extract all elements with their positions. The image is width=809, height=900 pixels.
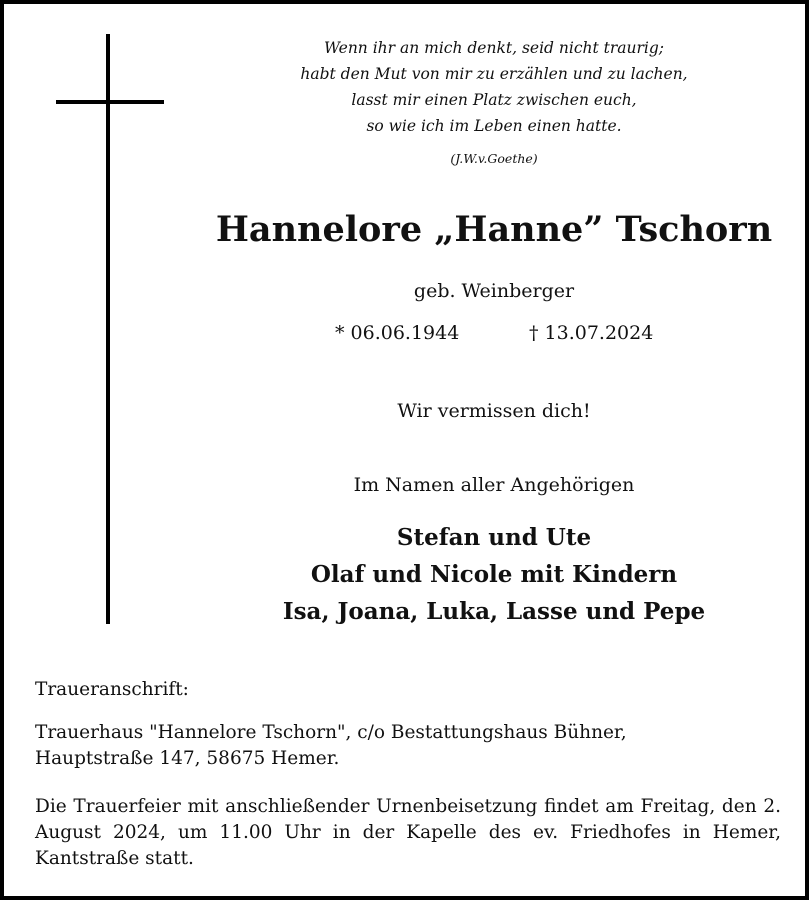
family-intro: Im Namen aller Angehörigen bbox=[353, 474, 635, 496]
cross-icon-crossbar bbox=[56, 100, 164, 104]
poem-line: habt den Mut von mir zu erzählen und zu lachen, bbox=[300, 65, 688, 83]
memorial-message: Wir vermissen dich! bbox=[397, 400, 591, 422]
poem-source: (J.W.v.Goethe) bbox=[450, 151, 538, 166]
family-list bbox=[179, 519, 809, 630]
family-member: Stefan und Ute bbox=[396, 524, 592, 551]
address bbox=[35, 720, 781, 772]
poem-line: lasst mir einen Platz zwischen euch, bbox=[351, 91, 637, 109]
family-member: Olaf und Nicole mit Kindern bbox=[310, 561, 678, 588]
address-line: Hauptstraße 147, 58675 Hemer. bbox=[35, 748, 340, 769]
ceremony-text: Die Trauerfeier mit anschließender Urnenbeisetzung findet am Freitag, den 2. August 2024, um 11.00 Uhr in der Kapelle des ev. Friedhofes in Hemer, Kantstraße statt. bbox=[35, 796, 781, 869]
cross-icon bbox=[106, 34, 110, 624]
poem bbox=[179, 35, 809, 139]
deceased-name: Hannelore „Hanne” Tschorn bbox=[215, 209, 773, 250]
death-date: † 13.07.2024 bbox=[529, 322, 654, 344]
address-line: Trauerhaus "Hannelore Tschorn", c/o Bestattungshaus Bühner, bbox=[35, 722, 627, 743]
birth-name: geb. Weinberger bbox=[413, 280, 575, 302]
family-member: Isa, Joana, Luka, Lasse und Pepe bbox=[282, 598, 706, 625]
poem-line: so wie ich im Leben einen hatte. bbox=[366, 117, 622, 135]
address-label: Traueranschrift: bbox=[35, 679, 189, 700]
poem-line: Wenn ihr an mich denkt, seid nicht traurig; bbox=[323, 39, 665, 57]
birth-date: * 06.06.1944 bbox=[335, 322, 460, 344]
